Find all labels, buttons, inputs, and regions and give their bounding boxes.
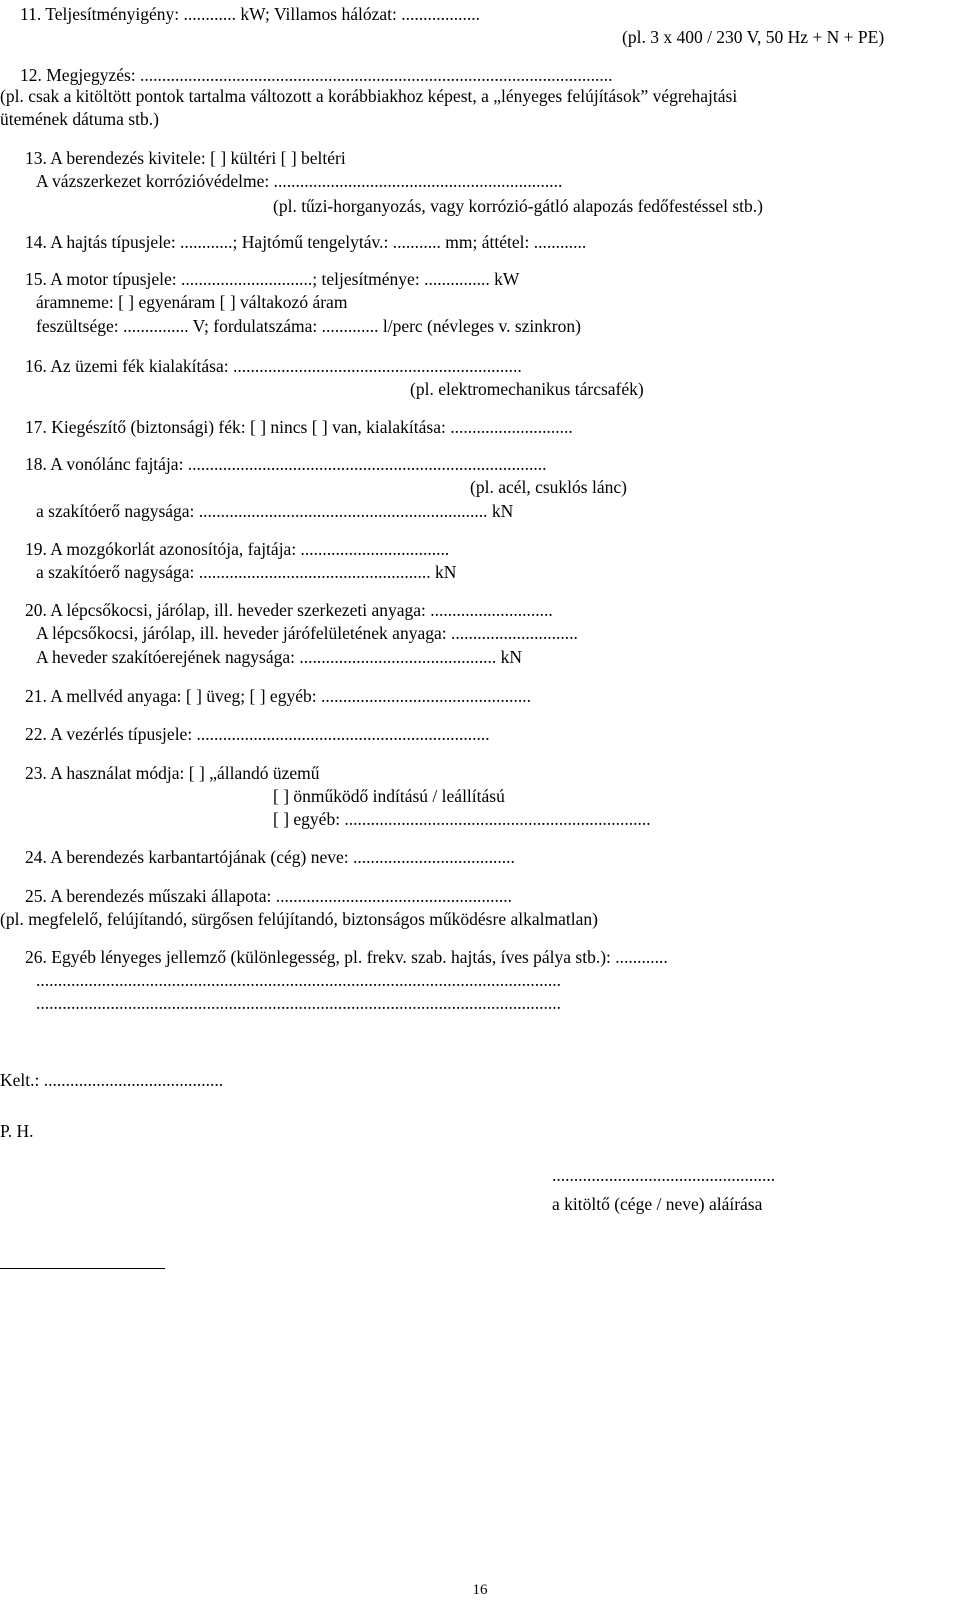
item-13-design: 13. A berendezés kivitele: [ ] kültéri [ ] beltéri [25,148,346,168]
item-18-chain-example: (pl. acél, csuklós lánc) [470,477,627,497]
item-26-blank-line-1: ........................................................................................................................ [36,970,561,990]
item-12-remarks-note: (pl. csak a kitöltött pontok tartalma változott a korábbiakhoz képest, a „lényeges felújítások” végrehajtási [0,86,738,106]
item-18-breaking-force: a szakítóerő nagysága: .................................................................. kN [36,501,514,521]
page-number: 16 [472,1582,488,1598]
item-17-safety-brake: 17. Kiegészítő (biztonsági) fék: [ ] nincs [ ] van, kialakítása: ............................ [25,417,573,437]
item-18-chain: 18. A vonólánc fajtája: .................................................................................. [25,454,547,474]
item-16-brake: 16. Az üzemi fék kialakítása: .................................................................. [25,356,522,376]
item-26-other-features: 26. Egyéb lényeges jellemző (különlegesség, pl. frekv. szab. hajtás, íves pálya stb.): ............ [25,947,668,967]
stamp-label: P. H. [0,1121,34,1141]
item-19-breaking-force: a szakítóerő nagysága: ..................................................... kN [36,562,457,582]
item-24-maintainer: 24. A berendezés karbantartójának (cég) neve: ..................................... [25,847,515,867]
item-13-corrosion: A vázszerkezet korrózióvédelme: .................................................................. [36,171,563,191]
item-20-step-material: 20. A lépcsőkocsi, járólap, ill. heveder szerkezeti anyaga: ............................ [25,600,553,620]
item-14-drive: 14. A hajtás típusjele: ............; Hajtómű tengelytáv.: ........... mm; áttétel: ............ [25,232,587,252]
item-15-current-type: áramneme: [ ] egyenáram [ ] váltakozó áram [36,292,348,312]
item-11-power-requirement: 11. Teljesítményigény: ............ kW; Villamos hálózat: .................. [20,4,480,24]
footnote-divider [0,1268,165,1269]
item-20-belt-force: A heveder szakítóerejének nagysága: ............................................. kN [36,647,522,667]
signature-line: ................................................... [552,1165,776,1185]
item-15-motor: 15. A motor típusjele: ..............................; teljesítménye: ............... kW [25,269,520,289]
item-13-corrosion-example: (pl. tűzi-horganyozás, vagy korrózió-gátló alapozás fedőfestéssel stb.) [273,196,763,216]
item-22-control-type: 22. A vezérlés típusjele: ................................................................... [25,724,490,744]
item-16-brake-example: (pl. elektromechanikus tárcsafék) [410,379,644,399]
date-field: Kelt.: ......................................... [0,1070,224,1090]
item-25-condition-example: (pl. megfelelő, felújítandó, sürgősen felújítandó, biztonságos működésre alkalmatlan) [0,909,598,929]
signature-caption: a kitöltő (cége / neve) aláírása [552,1194,763,1214]
item-23-usage-mode: 23. A használat módja: [ ] „állandó üzemű [25,763,320,783]
item-19-handrail: 19. A mozgókorlát azonosítója, fajtája: .................................. [25,539,450,559]
item-11-network-example: (pl. 3 x 400 / 230 V, 50 Hz + N + PE) [622,27,885,47]
item-23-other: [ ] egyéb: ...................................................................... [273,809,651,829]
item-20-tread-material: A lépcsőkocsi, járólap, ill. heveder járófelületének anyaga: ............................. [36,623,578,643]
item-21-balustrade: 21. A mellvéd anyaga: [ ] üveg; [ ] egyéb: ................................................ [25,686,531,706]
item-23-auto-start: [ ] önműködő indítású / leállítású [273,786,505,806]
item-26-blank-line-2: ........................................................................................................................ [36,993,561,1013]
item-25-condition: 25. A berendezés műszaki állapota: ...................................................... [25,886,513,906]
item-12-remarks-note-cont: ütemének dátuma stb.) [0,109,159,129]
item-15-voltage: feszültsége: ............... V; fordulatszáma: ............. l/perc (névleges v. szinkron) [36,316,581,336]
item-12-remarks: 12. Megjegyzés: ............................................................................................................ [20,65,613,85]
